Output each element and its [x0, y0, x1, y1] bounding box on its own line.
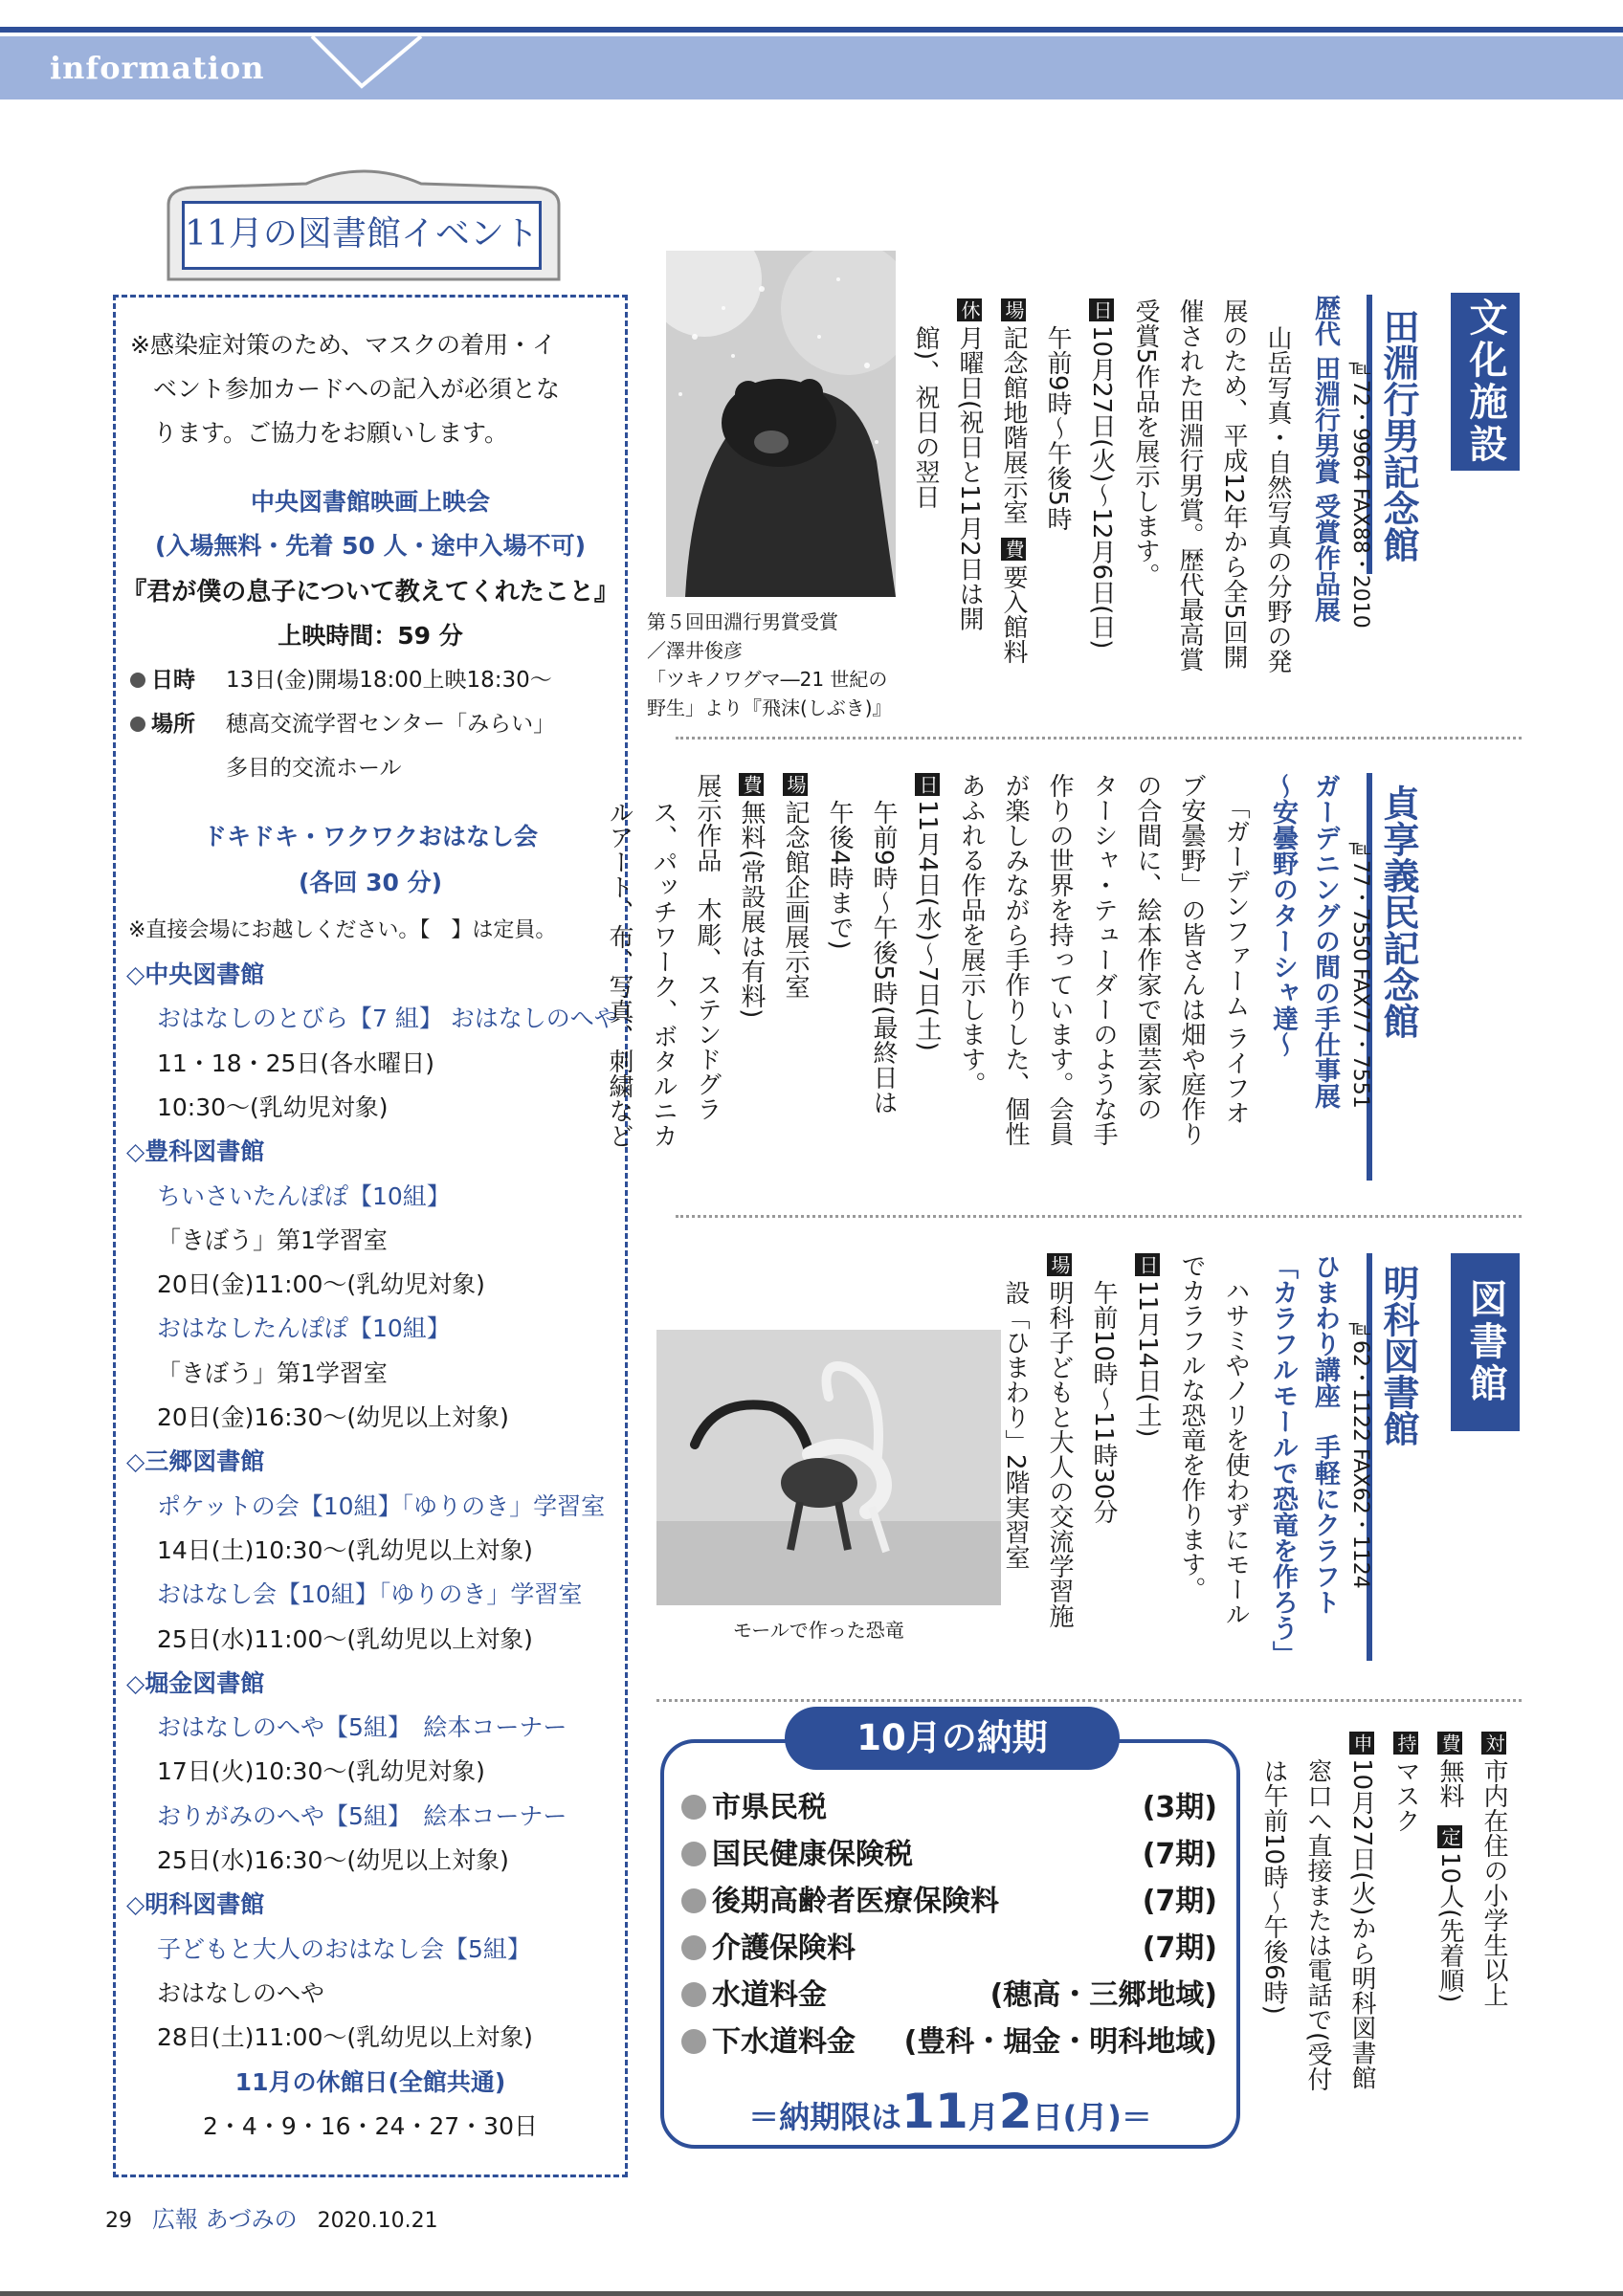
akashina-capacity: 10人(先着順)	[1435, 1852, 1464, 2003]
deadline-month: 11	[901, 2084, 968, 2139]
deadline-day-unit: 日	[1032, 2099, 1063, 2135]
footer-rule	[0, 2291, 1623, 2296]
notice-line: ります。ご協力をお願いします。	[153, 419, 509, 447]
movie-date-label: 日時	[151, 668, 195, 693]
program-detail: 17日(火)10:30〜(乳幼児対象)	[157, 1757, 485, 1786]
movie-heading: 中央図書館映画上映会	[250, 488, 490, 516]
bullet-icon	[681, 2029, 706, 2054]
payment-item-name: 水道料金	[712, 1978, 827, 2012]
tanbuchi-name: 田淵行男記念館	[1377, 308, 1419, 563]
payment-item-name: 後期高齢者医療保険料	[712, 1885, 999, 1918]
library-heading: ◇堀金図書館	[126, 1668, 265, 1697]
program-name: おはなしのへや【5組】 絵本コーナー	[157, 1713, 567, 1742]
payment-item-period: (3期)	[1142, 1791, 1217, 1824]
teikyo-body: ターシャ・テューダーのような手	[1089, 773, 1118, 1146]
fee-tag: 費	[1438, 1733, 1461, 1753]
tanbuchi-time: 午前9時〜午後5時	[1043, 325, 1072, 532]
day-tag: 日	[1090, 300, 1113, 320]
library-heading: ◇豊科図書館	[126, 1137, 265, 1166]
teikyo-tel: ℡77・7550 FAX77・7551	[1348, 836, 1372, 1109]
deadline-day: 2	[998, 2084, 1033, 2139]
program-name: おはなし会【10組】「ゆりのき」学習室	[157, 1580, 583, 1609]
akashina-apply2: 窓口へ直接または電話で(受付	[1303, 1758, 1332, 2092]
program-detail: 10:30〜(乳幼児対象)	[157, 1093, 389, 1121]
bear-caption: 「ツキノワグマ―21 世紀の	[647, 668, 888, 691]
akashina-title: ひまわり講座 手軽にクラフト	[1310, 1253, 1340, 1615]
program-name: 子どもと大人のおはなし会【5組】	[157, 1934, 531, 1963]
bear-caption: ／澤井俊彦	[647, 639, 743, 662]
dinosaur-caption: モールで作った恐竜	[733, 1619, 904, 1642]
divider	[676, 737, 1522, 740]
day-tag: 日	[1136, 1255, 1159, 1274]
akashina-name: 明科図書館	[1377, 1265, 1419, 1446]
akashina-place: 明科子どもと大人の交流学習施	[1045, 1280, 1074, 1628]
page-number: 29	[105, 2209, 132, 2233]
payment-item-period: (穂高・三郷地域)	[989, 1978, 1217, 2012]
akashina-time: 午前10時〜11時30分	[1089, 1280, 1118, 1525]
payment-item-name: 国民健康保険税	[712, 1838, 913, 1871]
akashina-tel: ℡62・1122 FAX62・1124	[1348, 1316, 1372, 1589]
tanbuchi-closed: 月曜日(祝日と11月2日は開	[955, 325, 984, 631]
closed-heading: 11月の休館日(全館共通)	[234, 2068, 506, 2096]
page-footer	[105, 2200, 438, 2234]
header-label: information	[50, 50, 265, 86]
payment-title: 10月の納期	[785, 1707, 1120, 1770]
events-title-frame	[163, 161, 565, 285]
divider	[676, 1215, 1522, 1218]
teikyo-works: ス、パッチワーク、ボタルニカ	[649, 800, 678, 1148]
place-tag: 場	[1002, 300, 1025, 320]
deadline-suffix: (月)＝	[1062, 2099, 1152, 2135]
payment-item	[681, 2023, 1217, 2062]
bullet-icon	[681, 1982, 706, 2007]
target-tag: 対	[1482, 1733, 1505, 1753]
capacity-tag: 定	[1438, 1827, 1461, 1846]
payment-item-name: 下水道料金	[712, 2025, 856, 2059]
header-top-rule	[0, 27, 1623, 33]
tanbuchi-place: 記念館地階展示室	[999, 325, 1028, 524]
akashina-bring: マスク	[1391, 1758, 1420, 1833]
bullet-icon	[681, 1795, 706, 1820]
akashina-fee: 無料	[1435, 1758, 1464, 1808]
payment-item-period: (7期)	[1142, 1932, 1217, 1965]
bullet-icon	[681, 1935, 706, 1960]
bullet-icon	[130, 717, 145, 732]
payment-item	[681, 1976, 1217, 2015]
program-name: おりがみのへや【5組】 絵本コーナー	[157, 1801, 567, 1830]
akashina-apply: 10月27日(火)から明科図書館	[1347, 1758, 1376, 2090]
program-detail: 「きぼう」第1学習室	[157, 1225, 388, 1254]
bear-caption: 第５回田淵行男賞受賞	[647, 610, 838, 633]
teikyo-body: の合間に、絵本作家で園芸家の	[1133, 773, 1162, 1121]
library-heading: ◇明科図書館	[126, 1890, 265, 1919]
payment-deadline	[670, 2084, 1231, 2139]
program-detail: 14日(土)10:30〜(乳幼児以上対象)	[157, 1535, 533, 1564]
teikyo-title: ガーデニングの間の手仕事展	[1310, 773, 1340, 1109]
teikyo-subtitle: 〜安曇野のターシャ達〜	[1268, 773, 1298, 1057]
program-detail: 20日(金)11:00〜(乳幼児対象)	[157, 1270, 485, 1299]
payment-item	[681, 1836, 1217, 1874]
akashina-body: でカラフルな恐竜を作ります。	[1177, 1253, 1206, 1601]
teikyo-body: 作りの世界を持っています。会員	[1045, 773, 1074, 1146]
teikyo-body: あふれる作品を展示します。	[957, 773, 986, 1096]
dinosaur-photo	[656, 1330, 1001, 1605]
akashina-body: ハサミやノリを使わずにモール	[1221, 1278, 1250, 1626]
divider	[656, 1699, 1522, 1702]
tanbuchi-body: 受賞5作品を展示します。	[1131, 298, 1160, 588]
movie-date: 13日(金)開場18:00上映18:30〜	[226, 668, 552, 693]
bullet-icon	[130, 673, 145, 688]
publication-date: 2020.10.21	[317, 2209, 438, 2233]
program-detail: 28日(土)11:00〜(乳幼児以上対象)	[157, 2023, 533, 2052]
payment-item	[681, 1883, 1217, 1921]
events-title: 11月の図書館イベント	[182, 201, 542, 270]
payment-item	[681, 1930, 1217, 1968]
program-name: おはなしのとびら【7 組】 おはなしのへや	[157, 1004, 618, 1033]
bullet-icon	[681, 1888, 706, 1913]
teikyo-body: ブ安曇野」の皆さんは畑や庭作り	[1177, 773, 1206, 1146]
fee-tag: 費	[1002, 540, 1025, 559]
payment-item-name: 介護保険料	[712, 1932, 856, 1965]
tanbuchi-body: 展のため、平成12年から全5回開	[1219, 298, 1248, 670]
akashina-target: 市内在住の小学生以上	[1479, 1758, 1508, 2007]
closed-days: 2・4・9・16・24・27・30日	[203, 2112, 538, 2140]
dinosaur-photo-image	[656, 1330, 1001, 1605]
akashina-subtitle: 「カラフルモールで恐竜を作ろう」	[1268, 1253, 1298, 1667]
library-heading: ◇三郷図書館	[126, 1447, 265, 1476]
payment-item-name: 市県民税	[712, 1791, 827, 1824]
tanbuchi-day: 10月27日(火)〜12月6日(日)	[1087, 325, 1116, 650]
teikyo-time2: 午後4時まで)	[825, 800, 854, 950]
movie-place-label: 場所	[151, 712, 195, 737]
teikyo-name: 貞享義民記念館	[1377, 784, 1419, 1039]
tanbuchi-fee: 要入館料	[999, 564, 1028, 664]
day-tag: 日	[916, 775, 939, 794]
tanbuchi-body: 催された田淵行男賞。歴代最高賞	[1175, 298, 1204, 672]
apply-tag: 申	[1350, 1733, 1373, 1753]
program-name: おはなしたんぽぽ【10組】	[157, 1314, 451, 1343]
program-detail: 20日(金)16:30〜(幼児以上対象)	[157, 1403, 509, 1431]
teikyo-time: 午前9時〜午後5時(最終日は	[869, 800, 898, 1115]
movie-runtime: 上映時間：59 分	[278, 622, 463, 650]
payment-item-period: (豊科・堀金・明科地域)	[903, 2025, 1217, 2059]
notice-line: ※感染症対策のため、マスクの着用・イ	[130, 331, 556, 359]
story-heading: ドキドキ・ワクワクおはなし会	[202, 823, 538, 850]
tanbuchi-title: 歴代 田淵行男賞 受賞作品展	[1310, 295, 1340, 623]
section-library-label: 図書館	[1451, 1253, 1520, 1431]
akashina-day: 11月14日(土)	[1133, 1280, 1162, 1438]
movie-sub: (入場無料・先着 50 人・途中入場不可)	[154, 532, 587, 560]
story-note: ※直接会場にお越しください。【 】は定員。	[128, 918, 557, 942]
deadline-prefix: ＝納期限は	[748, 2099, 902, 2135]
program-detail: 「きぼう」第1学習室	[157, 1358, 388, 1387]
closed-tag: 休	[958, 300, 981, 320]
bring-tag: 持	[1394, 1733, 1417, 1753]
library-heading: ◇中央図書館	[126, 960, 265, 988]
deadline-month-unit: 月	[967, 2099, 999, 2135]
tanbuchi-closed2: 館)、祝日の翌日	[911, 325, 940, 510]
notice-line: ベント参加カードへの記入が必須とな	[153, 375, 561, 403]
teikyo-fee: 無料(常設展は有料)	[737, 800, 766, 1019]
fee-tag: 費	[740, 775, 763, 794]
program-detail: 25日(水)11:00〜(乳幼児以上対象)	[157, 1624, 533, 1653]
program-detail: 25日(水)16:30〜(幼児以上対象)	[157, 1846, 509, 1874]
tanbuchi-tel: ℡72・9964 FAX88・2010	[1348, 356, 1372, 629]
teikyo-place: 記念館企画展示室	[781, 800, 810, 999]
place-tag: 場	[784, 775, 807, 794]
teikyo-body: が楽しみながら手作りした、個性	[1001, 773, 1030, 1146]
place-tag: 場	[1048, 1255, 1071, 1274]
tanbuchi-body: 山岳写真・自然写真の分野の発	[1263, 325, 1292, 673]
payment-item-period: (7期)	[1142, 1838, 1217, 1871]
program-name: ちいさいたんぽぽ【10組】	[157, 1181, 451, 1210]
bear-photo	[666, 251, 896, 597]
bear-caption: 野生」より『飛沫(しぶき)』	[647, 696, 892, 719]
program-name: ポケットの会【10組】「ゆりのき」学習室	[157, 1491, 606, 1520]
teikyo-works: ルアート、布、写真、刺繍など	[605, 800, 634, 1148]
movie-film: 『君が僕の息子について教えてくれたこと』	[122, 578, 619, 607]
payment-item-period: (7期)	[1142, 1885, 1217, 1918]
program-detail: 11・18・25日(各水曜日)	[157, 1049, 434, 1077]
akashina-place2: 設「ひまわり」2階実習室	[1001, 1280, 1030, 1570]
teikyo-day: 11月4日(水)〜7日(土)	[913, 800, 942, 1051]
movie-place: 多目的交流ホール	[226, 756, 402, 781]
teikyo-works: 展示作品 木彫、ステンドグラ	[693, 773, 722, 1121]
program-detail: おはなしのへや	[157, 1978, 325, 2007]
bear-photo-image	[666, 251, 896, 597]
akashina-apply3: は午前10時〜午後6時)	[1259, 1758, 1288, 2015]
movie-place: 穂高交流学習センター「みらい」	[226, 712, 556, 737]
publication-name: 広報 あづみの	[151, 2206, 298, 2233]
payment-item	[681, 1789, 1217, 1827]
bullet-icon	[681, 1842, 706, 1866]
section-culture-label: 文化施設	[1451, 293, 1520, 471]
story-sub: (各回 30 分)	[298, 869, 443, 896]
teikyo-body: 「ガーデンファーム ライフオ	[1221, 794, 1250, 1126]
info-header-bar	[0, 36, 1623, 99]
